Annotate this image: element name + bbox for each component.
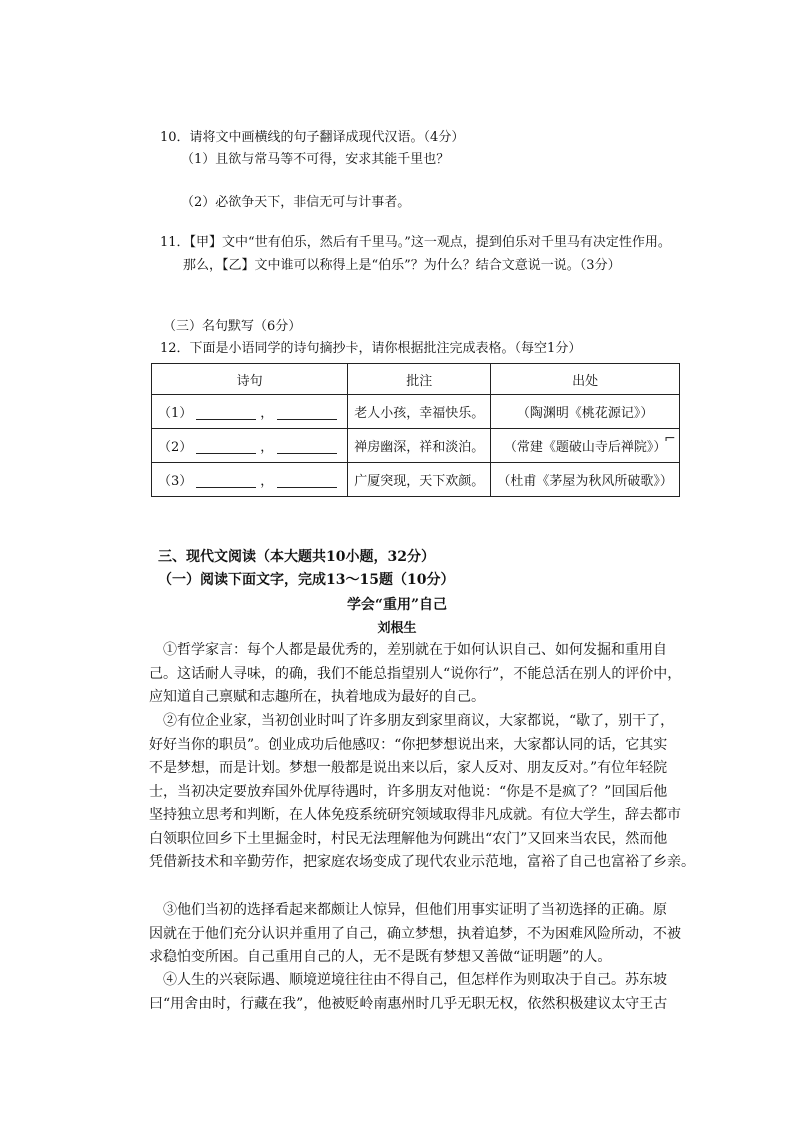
paragraph-line: 士，当初决定要放弃国外优厚待遇时，许多朋友对他说：“你是不是疯了？”回国后他 <box>149 783 668 800</box>
paragraph-1 <box>149 639 682 710</box>
header-source: 出处 <box>491 364 680 395</box>
table-row <box>152 463 680 497</box>
paragraph-line: ④人生的兴衰际遇、顺境逆境往往由不得自己，但怎样作为则取决于自己。苏东坡 <box>163 972 667 988</box>
question-10-item-2: （2）必欲争天下，非信无可与计事者。 <box>181 195 411 210</box>
paragraph-line: ①哲学家言：每个人都是最优秀的，差别就在于如何认识自己、如何发掘和重用自 <box>163 642 667 658</box>
poem-card-table <box>151 363 680 497</box>
paragraph-line: 凭借新技术和辛勤劳作，把家庭农场变成了现代农业示范地，富裕了自己也富裕了乡亲。 <box>149 854 695 870</box>
section-subheading: （一）阅读下面文字，完成13～15题（10分） <box>158 572 455 588</box>
paragraph-4 <box>149 969 668 1016</box>
source-cell: （陶渊明《桃花源记》） <box>491 395 680 429</box>
question-10-prompt: 10．请将文中画横线的句子翻译成现代汉语。（4分） <box>160 130 465 145</box>
row-number: （3） <box>158 474 193 489</box>
poem-blank-cell[interactable] <box>152 463 348 497</box>
answer-blank[interactable] <box>277 407 337 420</box>
question-10-item-1: （1）且欲与常马等不可得，安求其能千里也？ <box>181 152 450 167</box>
answer-blank[interactable] <box>196 475 256 488</box>
paragraph-line: ③他们当初的选择看起来都颇让人惊异，但他们用事实证明了当初选择的正确。原 <box>163 902 667 918</box>
source-cell: （杜甫《茅屋为秋风所破歌》） <box>491 463 680 497</box>
table-row <box>152 429 680 463</box>
paragraph-line: 己。这话耐人寻味，的确，我们不能总指望别人“说你行”，不能总活在别人的评价中， <box>149 665 682 682</box>
paragraph-2 <box>149 710 695 875</box>
separator: ， <box>260 440 274 455</box>
row-number: （2） <box>158 440 193 455</box>
paragraph-line: 应知道自己禀赋和志趣所在，执着地成为最好的自己。 <box>149 689 485 705</box>
section-3-heading: （三）名句默写（6分） <box>163 319 302 334</box>
paragraph-line: 坚持独立思考和判断，在人体免疫系统研究领域取得非凡成就。有位大学生，辞去都市 <box>149 807 681 823</box>
note-cell: 禅房幽深，祥和淡泊。 <box>348 429 491 463</box>
poem-blank-cell[interactable] <box>152 395 348 429</box>
paragraph-line: 曰“用舍由时，行藏在我”，他被贬岭南惠州时几乎无职无权，依然积极建议太守王古 <box>149 995 668 1012</box>
separator: ， <box>260 406 274 421</box>
question-12-prompt: 12．下面是小语同学的诗句摘抄卡，请你根据批注完成表格。（每空1分） <box>160 341 582 356</box>
paragraph-line: 白领职位回乡下土里掘金时，村民无法理解他为何跳出“农门”又回来当农民，然而他 <box>149 830 668 847</box>
answer-blank[interactable] <box>277 475 337 488</box>
paragraph-line: 求稳怕变所困。自己重用自己的人，无不是既有梦想又善做“证明题”的人。 <box>149 949 612 965</box>
paragraph-line: ②有位企业家，当初创业时叫了许多朋友到家里商议，大家都说，“歇了，别干了， <box>163 713 675 729</box>
separator: ， <box>260 474 274 489</box>
answer-blank[interactable] <box>196 441 256 454</box>
header-note: 批注 <box>348 364 491 395</box>
paragraph-line: 因就在于他们充分认识并重用了自己，确立梦想，执着追梦，不为困难风险所动，不被 <box>149 925 681 942</box>
paragraph-line: 好好当你的职员”。创业成功后他感叹：“你把梦想说出来，大家都认同的话，它其实 <box>149 736 668 753</box>
answer-blank[interactable] <box>196 407 256 420</box>
note-cell: 广厦突现，天下欢颜。 <box>348 463 491 497</box>
row-number: （1） <box>158 406 193 421</box>
answer-blank[interactable] <box>277 441 337 454</box>
paragraph-line: 不是梦想，而是计划。梦想一般都是说出来以后，家人反对、朋友反对。”有位年轻院 <box>149 760 668 776</box>
header-poem: 诗句 <box>152 364 348 395</box>
section-heading: 三、现代文阅读（本大题共10小题，32分） <box>158 549 435 565</box>
question-11-line-2: 那么，【乙】文中谁可以称得上是“伯乐”？为什么？结合文意说一说。（3分） <box>183 258 621 273</box>
note-cell: 老人小孩，幸福快乐。 <box>348 395 491 429</box>
article-author: 刘根生 <box>377 621 417 636</box>
table-row <box>152 395 680 429</box>
article-title: 学会“重用”自己 <box>346 597 448 613</box>
source-cell: （常建《题破山寺后禅院》） <box>491 429 680 463</box>
table-header-row <box>152 364 680 395</box>
question-11-line-1: 11．【甲】文中“世有伯乐，然后有千里马。”这一观点，提到伯乐对千里马有决定性作用。 <box>160 235 671 250</box>
paragraph-3 <box>149 899 681 970</box>
pen-stroke-mark: ⌐ <box>664 431 676 447</box>
poem-blank-cell[interactable] <box>152 429 348 463</box>
